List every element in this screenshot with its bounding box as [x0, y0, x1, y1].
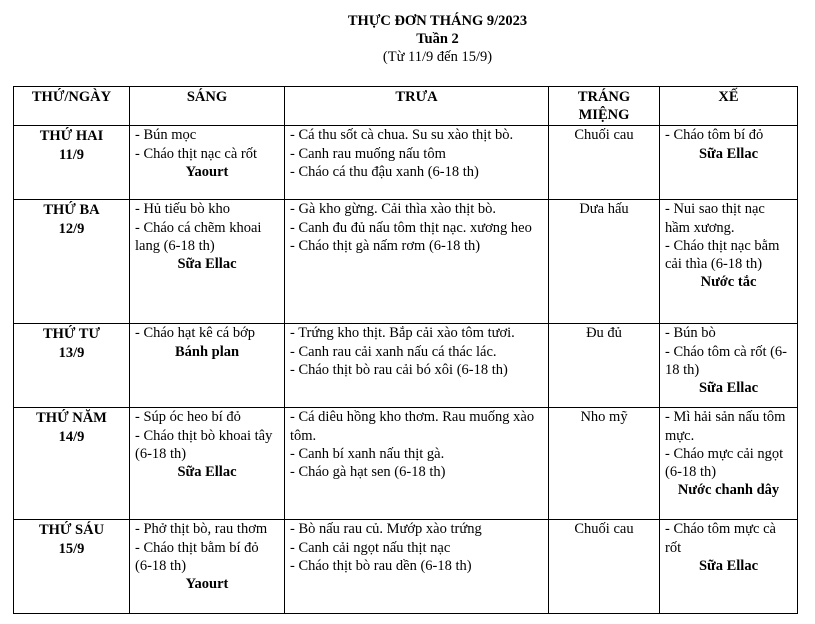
menu-item: - Gà kho gừng. Cải thìa xào thịt bò. [290, 201, 496, 218]
menu-item: - Cháo cá thu đậu xanh (6-18 th) [290, 163, 479, 180]
morning-cell [130, 408, 285, 520]
day-name: THỨ HAI [39, 128, 104, 145]
extra-item: Sữa Ellac [698, 145, 759, 162]
day-date: 11/9 [59, 146, 84, 163]
day-cell [14, 324, 130, 408]
week-label: Tuần 2 [416, 31, 459, 47]
dessert-item: Chuối cau [574, 521, 634, 538]
day-cell [14, 126, 130, 200]
extra-item: Nước tắc [700, 274, 757, 291]
table-row [14, 324, 798, 408]
menu-title: THỰC ĐƠN THÁNG 9/2023 [347, 13, 528, 29]
menu-item: - Cháo mực cải ngọt (6-18 th) [665, 445, 784, 481]
menu-item: - Hủ tiếu bò kho [135, 201, 231, 218]
menu-item: - Cháo cá chẽm khoai lang (6-18 th) [135, 219, 262, 254]
dessert-item: Dưa hấu [579, 201, 629, 218]
snack-cell [660, 324, 798, 408]
extra-item: Yaourt [185, 576, 229, 593]
menu-item: - Trứng kho thịt. Bắp cải xào tôm tươi. [290, 325, 515, 342]
menu-item: - Cháo tôm cà rốt (6-18 th) [665, 343, 788, 378]
day-date: 12/9 [58, 220, 85, 237]
snack-cell [660, 520, 798, 614]
col-header-snack: XẾ [660, 87, 798, 126]
table-row [14, 520, 798, 614]
dessert-cell [549, 520, 660, 614]
extra-item: Yaourt [185, 163, 229, 180]
menu-item: - Súp óc heo bí đỏ [135, 409, 241, 426]
col-header-lunch: TRƯA [285, 87, 549, 126]
dessert-item: Chuối cau [574, 127, 634, 144]
menu-header [0, 12, 815, 67]
menu-item: - Canh cải ngọt nấu thịt nạc [290, 539, 451, 556]
table-row [14, 200, 798, 324]
extra-item: Bánh plan [174, 343, 240, 360]
day-name: THỨ NĂM [36, 410, 107, 427]
col-header-day: THỨ/NGÀY [14, 87, 130, 126]
menu-item: - Cháo tôm bí đỏ [665, 127, 764, 144]
extra-item: Sữa Ellac [698, 380, 759, 397]
extra-item: Sữa Ellac [177, 464, 237, 481]
snack-cell [660, 408, 798, 520]
table-row [14, 126, 798, 200]
header-row [14, 87, 798, 126]
lunch-cell [285, 408, 549, 520]
menu-item: - Cá thu sốt cà chua. Su su xào thịt bò. [290, 127, 514, 144]
menu-item: - Cháo thịt bò rau cải bó xôi (6-18 th) [290, 361, 508, 378]
day-date: 15/9 [58, 540, 85, 557]
morning-cell [130, 324, 285, 408]
menu-item: - Cháo thịt nạc cà rốt [135, 145, 257, 162]
dessert-cell [549, 200, 660, 324]
menu-item: - Bún mọc [135, 127, 197, 144]
table-row [14, 408, 798, 520]
extra-item: Nước chanh dây [677, 482, 780, 499]
menu-item: - Cháo gà hạt sen (6-18 th) [290, 464, 446, 481]
menu-item: - Canh đu đủ nấu tôm thịt nạc. xương heo [290, 219, 532, 236]
menu-item: - Canh rau cải xanh nấu cá thác lác. [290, 343, 497, 360]
menu-item: - Cháo thịt bằm bí đỏ (6-18 th) [135, 539, 259, 574]
day-cell [14, 408, 130, 520]
dessert-cell [549, 126, 660, 200]
col-header-dessert: TRÁNG MIỆNG [549, 87, 660, 126]
menu-item: - Cháo thịt nạc bằm cải thìa (6-18 th) [665, 237, 780, 273]
snack-cell [660, 200, 798, 324]
menu-item: - Cháo thịt bò khoai tây (6-18 th) [135, 427, 273, 462]
extra-item: Sữa Ellac [698, 557, 759, 574]
menu-item: - Cháo hạt kê cá bớp [135, 325, 256, 342]
morning-cell [130, 200, 285, 324]
day-cell [14, 200, 130, 324]
menu-item: - Canh rau muống nấu tôm [290, 145, 446, 162]
dessert-item: Đu đủ [586, 325, 622, 342]
extra-item: Sữa Ellac [177, 256, 237, 273]
lunch-cell [285, 520, 549, 614]
day-cell [14, 520, 130, 614]
menu-item: - Cháo thịt bò rau dền (6-18 th) [290, 557, 472, 574]
menu-table [13, 86, 798, 614]
morning-cell [130, 126, 285, 200]
menu-item: - Mì hải sản nấu tôm mực. [665, 409, 786, 444]
menu-item: - Cháo thịt gà nấm rơm (6-18 th) [290, 237, 481, 254]
menu-item: - Nui sao thịt nạc hầm xương. [665, 201, 765, 236]
menu-item: - Bò nấu rau củ. Mướp xào trứng [290, 521, 482, 538]
menu-item: - Phở thịt bò, rau thơm [135, 521, 268, 538]
menu-item: - Bún bò [665, 325, 716, 342]
dessert-item: Nho mỹ [580, 409, 628, 426]
dessert-cell [549, 324, 660, 408]
menu-item: - Canh bí xanh nấu thịt gà. [290, 445, 445, 462]
day-date: 14/9 [58, 428, 85, 445]
dessert-cell [549, 408, 660, 520]
menu-body [14, 126, 798, 614]
col-header-morning: SÁNG [130, 87, 285, 126]
day-name: THỨ BA [43, 202, 100, 219]
menu-item: - Cá diêu hồng kho thơm. Rau muống xào tôm. [290, 409, 535, 444]
lunch-cell [285, 324, 549, 408]
menu-item: - Cháo tôm mực cà rốt [665, 521, 776, 556]
date-range: (Từ 11/9 đến 15/9) [382, 49, 493, 65]
day-name: THỨ SÁU [38, 522, 105, 539]
morning-cell [130, 520, 285, 614]
lunch-cell [285, 200, 549, 324]
day-date: 13/9 [58, 344, 85, 361]
snack-cell [660, 126, 798, 200]
day-name: THỨ TƯ [42, 326, 101, 343]
lunch-cell [285, 126, 549, 200]
